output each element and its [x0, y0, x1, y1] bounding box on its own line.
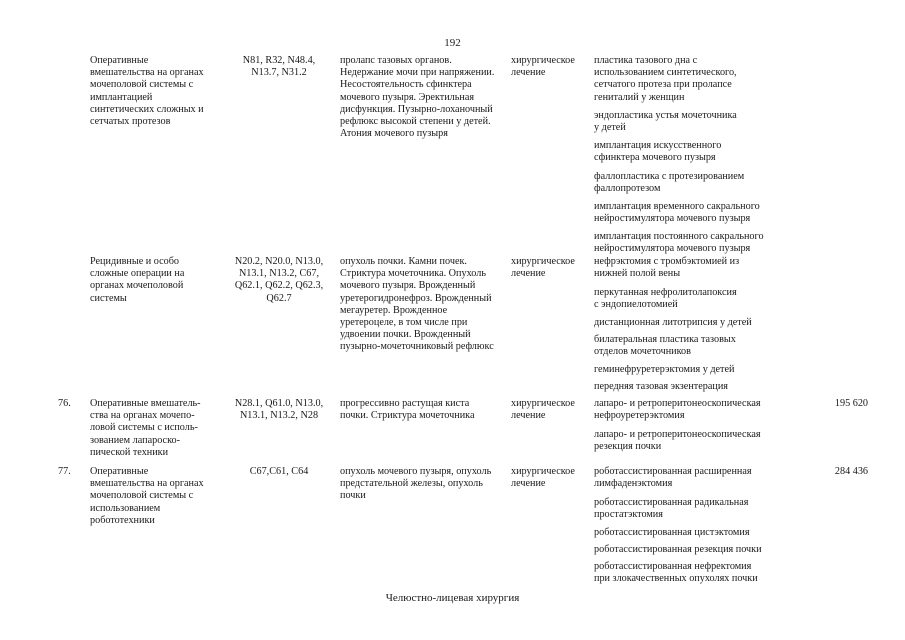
text-line: N28.1, Q61.0, N13.0,: [234, 398, 324, 409]
text-line: робототехники: [90, 514, 155, 526]
text-line: вмешательства на органах: [90, 478, 204, 490]
text-line: Атония мочевого пузыря: [340, 128, 448, 140]
text-line: с эндопиелотомией: [594, 299, 678, 311]
icd-codes: [230, 55, 328, 79]
text-line: использованием: [90, 502, 161, 514]
price: 284 436: [834, 466, 868, 477]
patient-model: [340, 55, 508, 140]
text-line: мочеполовой системы с: [90, 79, 194, 91]
text-line: мегауретер. Врожденное: [340, 304, 448, 316]
text-line: роботассистированная резекция почки: [594, 544, 762, 555]
text-line: Q62.1, Q62.2, Q62.3,: [234, 280, 324, 292]
text-line: лечение: [511, 67, 546, 79]
text-line: опухоль мочевого пузыря, опухоль: [340, 466, 492, 477]
icd-codes: [230, 398, 328, 422]
text-line: ловой системы с исполь-: [90, 422, 198, 434]
text-line: хирургическое: [511, 55, 575, 66]
text-line: гениталий у женщин: [594, 91, 685, 103]
row-number: 77.: [58, 466, 71, 477]
method-item: [594, 364, 734, 376]
text-line: системы: [90, 292, 127, 304]
text-line: роботассистированная расширенная: [594, 466, 752, 477]
text-line: простатэктомия: [594, 509, 663, 521]
text-line: нейростимулятора мочевого пузыря: [594, 213, 751, 225]
icd-codes: [230, 256, 328, 305]
patient-model: [340, 256, 508, 354]
procedure-name: [90, 398, 226, 459]
text-line: почки: [340, 490, 366, 502]
text-line: пластика тазового дна с: [594, 55, 698, 66]
text-line: при злокачественных опухолях почки: [594, 573, 758, 585]
text-line: геминефруретерэктомия у детей: [594, 364, 735, 375]
text-line: фаллопластика с протезированием: [594, 171, 745, 182]
text-line: передняя тазовая экзентерация: [594, 381, 728, 392]
text-line: имплантация искусственного: [594, 140, 722, 151]
method-item: [594, 256, 739, 280]
text-line: Оперативные: [90, 55, 149, 66]
text-line: N13.1, N13.2, C67,: [238, 268, 320, 280]
method-item: [594, 527, 750, 539]
text-line: N13.7, N31.2: [251, 67, 307, 79]
text-line: имплантация временного сакрального: [594, 201, 760, 212]
method-item: [594, 171, 744, 195]
text-line: дистанционная литотрипсия у детей: [594, 317, 752, 328]
text-line: предстательной железы, опухоль: [340, 478, 483, 490]
method-item: [594, 544, 762, 556]
text-line: хирургическое: [511, 466, 575, 477]
text-line: Оперативные вмешатель-: [90, 398, 201, 409]
text-line: роботассистированная радикальная: [594, 497, 749, 508]
method-item: [594, 398, 761, 422]
text-line: уретероцеле, в том числе при: [340, 317, 468, 329]
method-item: [594, 317, 752, 329]
text-line: органах мочеполовой: [90, 280, 184, 292]
text-line: Оперативные: [90, 466, 149, 477]
text-line: лечение: [511, 410, 546, 422]
text-line: мочевого пузыря. Врожденный: [340, 280, 476, 292]
treatment-type: [511, 55, 589, 79]
text-line: Стриктура мочеточника. Опухоль: [340, 268, 486, 280]
text-line: прогрессивно растущая киста: [340, 398, 470, 409]
text-line: ства на органах мочепо-: [90, 410, 195, 422]
treatment-type: [511, 466, 589, 490]
text-line: нефрэктомия с тромбэктомией из: [594, 256, 740, 267]
page-number: 192: [444, 37, 461, 49]
text-line: почки. Стриктура мочеточника: [340, 410, 475, 422]
text-line: Несостоятельность сфинктера: [340, 79, 472, 91]
text-line: у детей: [594, 122, 626, 134]
text-line: роботассистированная цистэктомия: [594, 527, 750, 538]
text-line: сфинктера мочевого пузыря: [594, 152, 716, 164]
text-line: нейростимулятора мочевого пузыря: [594, 243, 751, 255]
text-line: использованием синтетического,: [594, 67, 737, 79]
text-line: перкутанная нефролитолапоксия: [594, 287, 737, 298]
text-line: N20.2, N20.0, N13.0,: [234, 256, 324, 267]
text-line: мочеполовой системы с: [90, 490, 194, 502]
text-line: резекция почки: [594, 441, 662, 453]
method-item: [594, 287, 737, 311]
text-line: N81, R32, N48.4,: [242, 55, 316, 66]
patient-model: [340, 466, 508, 503]
text-line: синтетических сложных и: [90, 103, 204, 115]
method-item: [594, 334, 736, 358]
text-line: пузырно-мочеточниковый рефлюкс: [340, 341, 494, 353]
text-line: хирургическое: [511, 256, 575, 267]
method-item: [594, 381, 728, 393]
text-line: рефлюкс высокой степени у детей.: [340, 116, 491, 128]
method-item: [594, 466, 752, 490]
text-line: пролапс тазовых органов.: [340, 55, 452, 66]
text-line: опухоль почки. Камни почек.: [340, 256, 467, 267]
icd-codes: [230, 466, 328, 478]
text-line: вмешательства на органах: [90, 67, 204, 79]
text-line: лечение: [511, 478, 546, 490]
text-line: дисфункция. Пузырно-лоханочный: [340, 103, 493, 115]
text-line: отделов мочеточников: [594, 346, 691, 358]
text-line: сетчатых протезов: [90, 116, 171, 128]
treatment-type: [511, 398, 589, 422]
method-item: [594, 55, 737, 104]
method-item: [594, 561, 758, 585]
price: 195 620: [834, 398, 868, 409]
text-line: лапаро- и ретроперитонеоскопическая: [594, 429, 761, 440]
text-line: имплантация постоянного сакрального: [594, 231, 764, 242]
text-line: Q62.7: [266, 292, 292, 304]
text-line: зованием лапароско-: [90, 434, 181, 446]
method-item: [594, 201, 760, 225]
method-item: [594, 140, 721, 164]
text-line: лимфаденэктомия: [594, 478, 673, 490]
text-line: хирургическое: [511, 398, 575, 409]
method-item: [594, 429, 761, 453]
text-line: билатеральная пластика тазовых: [594, 334, 736, 345]
text-line: нефроуретерэктомия: [594, 410, 685, 422]
text-line: сетчатого протеза при пролапсе: [594, 79, 732, 91]
text-line: лапаро- и ретроперитонеоскопическая: [594, 398, 761, 409]
section-title: Челюстно-лицевая хирургия: [385, 592, 520, 604]
text-line: удвоении почки. Врожденный: [340, 329, 471, 341]
text-line: сложные операции на: [90, 268, 185, 280]
text-line: нижней полой вены: [594, 268, 681, 280]
patient-model: [340, 398, 508, 422]
method-item: [594, 110, 737, 134]
text-line: имплантацией: [90, 91, 153, 103]
text-line: Недержание мочи при напряжении.: [340, 67, 495, 79]
text-line: C67,C61, C64: [249, 466, 309, 477]
text-line: эндопластика устья мочеточника: [594, 110, 737, 121]
method-item: [594, 231, 764, 255]
method-item: [594, 497, 748, 521]
procedure-name: [90, 55, 226, 128]
row-number: 76.: [58, 398, 71, 409]
text-line: уретерогидронефроз. Врожденный: [340, 292, 492, 304]
text-line: пической техники: [90, 446, 169, 458]
text-line: фаллопротезом: [594, 183, 661, 195]
procedure-name: [90, 466, 226, 527]
text-line: роботассистированная нефректомия: [594, 561, 752, 572]
text-line: мочевого пузыря. Эректильная: [340, 91, 475, 103]
text-line: Рецидивные и особо: [90, 256, 180, 267]
treatment-type: [511, 256, 589, 280]
procedure-name: [90, 256, 226, 305]
text-line: N13.1, N13.2, N28: [239, 410, 319, 422]
text-line: лечение: [511, 268, 546, 280]
